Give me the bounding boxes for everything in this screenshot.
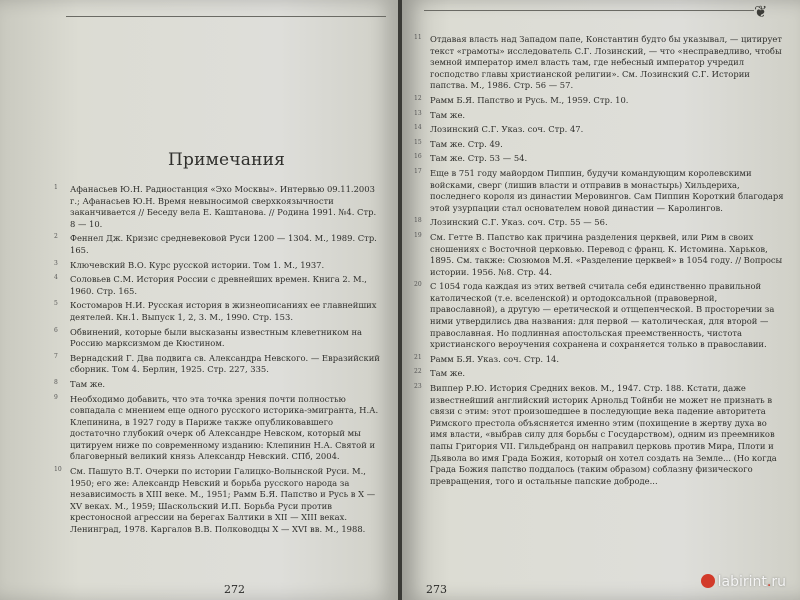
notes-list — [414, 34, 786, 490]
footnote-number: 2 — [54, 233, 58, 241]
footnote-number: 9 — [54, 393, 58, 401]
footnote-number: 4 — [54, 274, 58, 282]
footnote-item — [54, 300, 384, 323]
footnote-item — [414, 139, 786, 151]
footnote-number: 7 — [54, 352, 58, 360]
footnote-text: Обвинений, которые были высказаны известным клеветником на Россию марксизмом де Кюстином. — [70, 326, 363, 349]
footnote-item — [414, 354, 786, 366]
header-rule — [66, 16, 386, 17]
footnote-text: Феннел Дж. Кризис средневековой Руси 1200 — 1304. М., 1989. Стр. 165. — [70, 233, 377, 255]
footnote-item — [414, 368, 786, 380]
footnote-text: Отдавая власть над Западом папе, Константин будто бы указывал, — цитирует текст «грамоты» исследователь С.Г. Лозинский, — что «несправедливо, чтобы земной император имел власть там, где небесный император учредил господство главы христианской религии». См. Лозинский С.Г. Истории папства. М., 1986. Стр. 56 — 57. — [430, 34, 783, 91]
footnote-number: 6 — [54, 326, 58, 334]
footnote-number: 1 — [54, 184, 58, 191]
footnote-number: 15 — [414, 138, 422, 146]
footnote-number: 19 — [414, 231, 422, 239]
footnote-number: 10 — [54, 466, 62, 474]
footnote-item — [414, 110, 786, 122]
footnote-number: 3 — [54, 259, 58, 267]
footnote-text: С 1054 года каждая из этих ветвей считала себя единственно правильной католической (т.е. вселенской) и ортодоксальной (правоверной, православной), а другую — еретической и отщепенческой. В просторечии за ними утвердились два названия: для первой — католическая, для второй — православная. Но подлинная апостольская преемственность, чистота христианского вероучения сохранена и сохраняется только в православии. — [430, 281, 775, 350]
footnote-number: 14 — [414, 124, 422, 132]
footnote-item — [414, 95, 786, 107]
watermark-logo — [701, 574, 786, 590]
footnote-number: 18 — [414, 217, 422, 225]
footnote-text: Лозинский С.Г. Указ. соч. Стр. 55 — 56. — [430, 217, 608, 228]
footnote-number: 16 — [414, 153, 422, 161]
footnote-item — [54, 327, 384, 350]
footnote-number: 21 — [414, 353, 422, 361]
footnote-text: Еще в 751 году майордом Пиппин, будучи командующим королевскими войсками, сверг (лишив власти и отправив в монастырь) Хильдериха, последнего короля из династии Меровингов. Сам Пиппин Короткий благодаря этой узурпации стал основателем новой династии — Каролингов. — [430, 167, 784, 213]
page-heading: Примечания — [168, 150, 286, 170]
footnote-text: Лозинский С.Г. Указ. соч. Стр. 47. — [430, 124, 584, 135]
footnote-number: 13 — [414, 109, 422, 117]
footnote-text: Ключевский В.О. Курс русской истории. Том 1. М., 1937. — [70, 259, 325, 270]
footnote-text: Соловьев С.М. История России с древнейших времен. Книга 2. М., 1960. Стр. 165. — [70, 274, 367, 296]
right-page — [402, 0, 800, 600]
footnote-number: 23 — [414, 383, 422, 391]
footnote-text: Рамм Б.Я. Указ. соч. Стр. 14. — [430, 353, 560, 364]
footnote-number: 20 — [414, 281, 422, 289]
footnote-text: Афанасьев Ю.Н. Радиостанция «Эхо Москвы». Интервью 09.11.2003 г.; Афанасьев Ю.Н. Время невыносимой сверхкоязычности заканчивается // Беседу вела Е. Каштанова. // Родина 1991. №4. Стр. 8 — 10. — [70, 184, 377, 229]
footnote-number: 8 — [54, 378, 58, 386]
left-page — [0, 0, 398, 600]
footnote-text: Костомаров Н.И. Русская история в жизнеописаниях ее главнейших деятелей. Кн.1. Выпуск 1, 2, 3. М., 1990. Стр. 153. — [70, 300, 377, 322]
footnote-text: Виппер Р.Ю. История Средних веков. М., 1947. Стр. 188. Кстати, даже известнейший английский историк Арнольд Тойнби не может не признать в связи с этим: этот произошедшее в последующие века падение авторитета Римского престола объясняется именно этим (похищение в жертву духа во имя власти, «выбрав силу для борьбы с Государством), одним из преемников папы Григория VII. Гильдебранд он направил церковь против Мира, Плоти и Дьявола во имя Града Божия, который он хотел создать на Земле... (Но когда Града Божия папство поддалось (таким образом) соблазну физического превращения, того и остальные папские доброде... — [430, 383, 777, 486]
footnote-number: 5 — [54, 300, 58, 308]
footnote-number: 22 — [414, 368, 422, 376]
footnote-item — [414, 34, 786, 92]
footnote-item — [414, 168, 786, 214]
page-number: 272 — [224, 583, 245, 596]
watermark-suffix: ru — [771, 574, 786, 590]
corner-ornament-icon: ❦ — [754, 2, 768, 21]
footnote-item — [54, 353, 384, 376]
footnote-item — [54, 274, 384, 297]
footnote-number: 11 — [414, 34, 422, 41]
footnote-item — [414, 281, 786, 351]
footnote-item — [54, 466, 384, 536]
footnote-item — [414, 232, 786, 278]
footnote-item — [54, 379, 384, 391]
footnote-text: Вернадский Г. Два подвига св. Александра Невского. — Евразийский сборник. Том 4. Берлин, 1925. Стр. 227, 335. — [70, 352, 380, 375]
footnote-item — [414, 153, 786, 165]
footnote-item — [54, 394, 384, 464]
footnote-item — [54, 260, 384, 272]
notes-list — [54, 184, 384, 539]
footnote-number: 17 — [414, 167, 422, 175]
footnote-text: См. Пашуто В.Т. Очерки по истории Галицко-Волынской Руси. М., 1950; его же: Александр Невский и борьба русского народа за независимость в XIII веке. М., 1951; Рамм Б.Я. Папство и Русь в X — XV веках. М., 1959; Шаскольский И.П. Борьба Руси против крестоносной агрессии на берегах Балтики в XII — XIII веках. Ленинград, 1978. Каргалов В.В. Полководцы X — XVI вв. М., 1988. — [70, 466, 376, 535]
footnote-text: Там же. Стр. 49. — [430, 138, 503, 149]
watermark-prefix: labirint — [717, 574, 767, 590]
footnote-number: 12 — [414, 94, 422, 102]
watermark-dot: . — [766, 574, 772, 590]
footnote-text: Там же. — [430, 109, 466, 120]
labirint-logo-icon — [701, 574, 715, 588]
footnote-item — [54, 184, 384, 230]
page-number: 273 — [426, 583, 447, 596]
footnote-text: Там же. — [430, 368, 466, 379]
footnote-text: Там же. — [70, 378, 106, 389]
footnote-text: Там же. Стр. 53 — 54. — [430, 153, 528, 164]
footnote-text: Рамм Б.Я. Папство и Русь. М., 1959. Стр. 10. — [430, 94, 629, 105]
footnote-item — [414, 383, 786, 487]
footnote-item — [414, 217, 786, 229]
header-rule — [424, 10, 754, 11]
footnote-item — [54, 233, 384, 256]
footnote-text: См. Гетте В. Папство как причина разделения церквей, или Рим в своих сношениях с Восточной церковью. Перевод с франц. К. Истомина. Харьков, 1895. См. также: Сюзюмов М.Я. «Разделение церквей» в 1054 году. // Вопросы истории. 1956. №8. Стр. 44. — [430, 231, 783, 277]
footnote-item — [414, 124, 786, 136]
footnote-text: Необходимо добавить, что эта точка зрения почти полностью совпадала с мнением еще одного русского историка-эмигранта, Н.А. Клепинина, в 1927 году в Париже также опубликовавшего достаточно глубокий очерк об Александре Невском, который мы цитируем ниже по современному изданию: Клепинин Н.А. Святой и благоверный великий князь Александр Невский. СПб, 2004. — [70, 393, 379, 462]
